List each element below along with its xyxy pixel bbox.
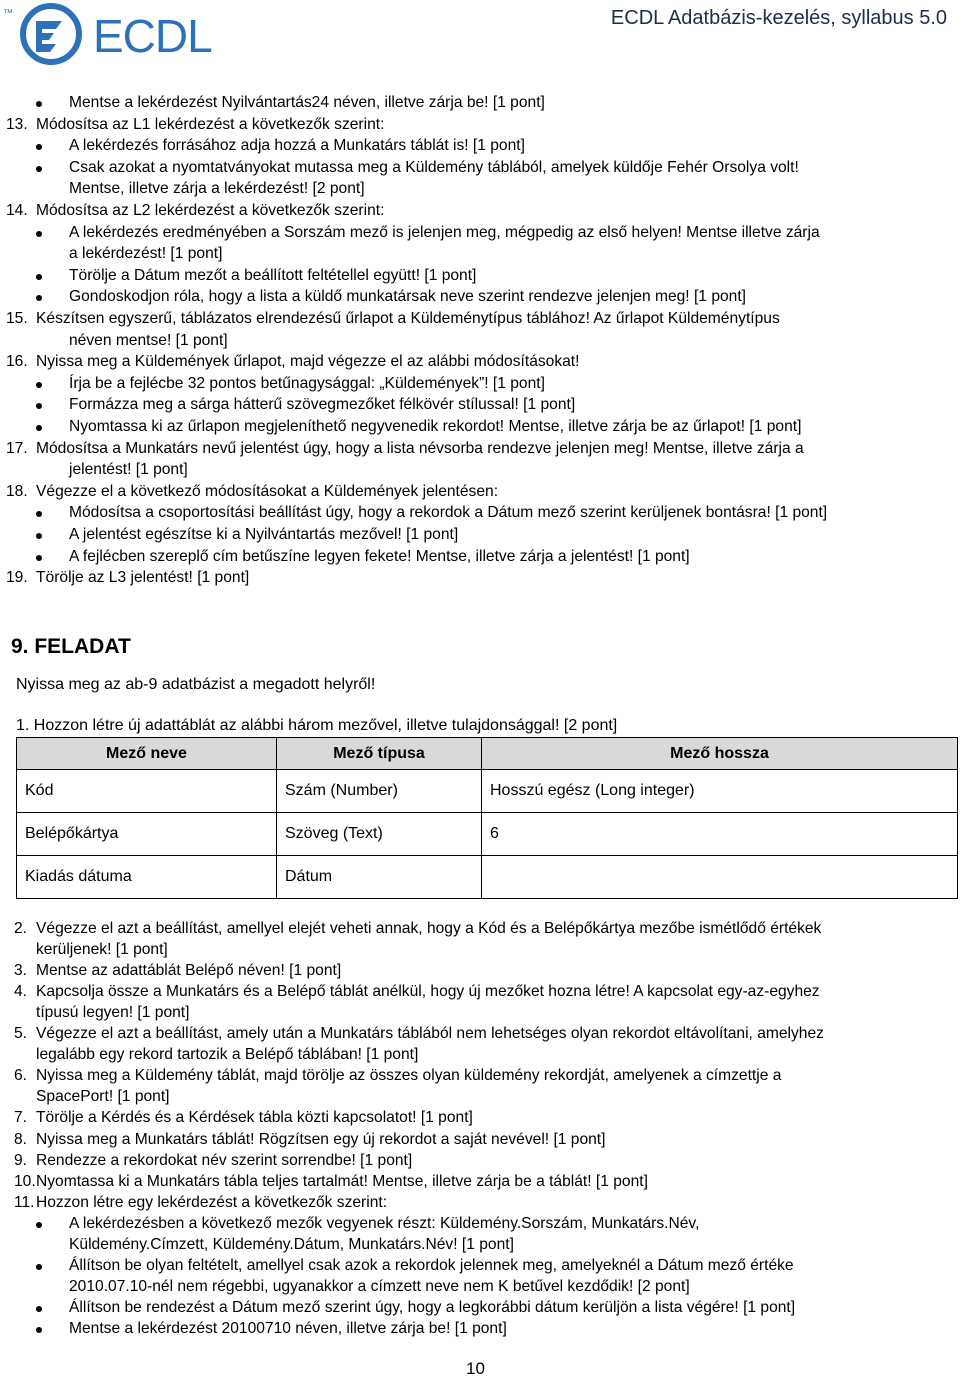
bullet-item-text: Állítson be rendezést a Dátum mező szerint úgy, hogy a legkorábbi dátum kerüljön a lista végére! [1 pont] — [69, 1298, 796, 1316]
item-number: 19. — [6, 569, 28, 587]
bullet-item-text: Formázza meg a sárga hátterű szövegmezőket félkövér stílussal! [1 pont] — [69, 396, 576, 414]
bullet-icon — [36, 533, 42, 539]
continuation-text: jelentést! [1 pont] — [69, 461, 188, 479]
bullet-item-text: Módosítsa a csoportosítási beállítást úgy, hogy a rekordok a Dátum mező szerint kerüljenek bontásra! [1 pont] — [69, 504, 828, 522]
bullet-icon — [36, 403, 42, 409]
header-title: ECDL Adatbázis-kezelés, syllabus 5.0 — [610, 7, 947, 29]
continuation-text: típusú legyen! [1 pont] — [36, 1004, 190, 1022]
numbered-item-text: Hozzon létre egy lekérdezést a következők szerint: — [36, 1193, 388, 1211]
task-1: 1. Hozzon létre új adattáblát az alábbi három mezővel, illetve tulajdonsággal! [2 pont] — [16, 717, 618, 734]
bullet-icon — [36, 166, 42, 172]
continuation-text: Mentse, illetve zárja a lekérdezést! [2 pont] — [69, 180, 365, 198]
continuation-text: kerüljenek! [1 pont] — [36, 941, 168, 959]
page-number: 10 — [466, 1359, 485, 1378]
ecdl-logo-icon — [14, 3, 88, 65]
item-number: 3. — [14, 962, 28, 980]
bullet-icon — [36, 1327, 42, 1333]
item-number: 11. — [14, 1193, 35, 1211]
table-header-row — [17, 738, 958, 770]
bullet-item-text: Mentse a lekérdezést 20100710 néven, illetve zárja be! [1 pont] — [69, 1319, 507, 1337]
bullet-item-text: Állítson be olyan feltételt, amellyel csak azok a rekordok jelennek meg, amelyeknél a Dátum mező értéke — [69, 1256, 794, 1274]
numbered-item-text: Módosítsa az L1 lekérdezést a következők szerint: — [36, 115, 385, 133]
section-title: 9. FELADAT — [11, 635, 131, 658]
table-cell: Hosszú egész (Long integer) — [482, 770, 958, 813]
bullet-icon — [36, 425, 42, 431]
bullet-icon — [36, 1306, 42, 1312]
bullet-icon — [36, 231, 42, 237]
continuation-text: Küldemény.Címzett, Küldemény.Dátum, Munkatárs.Név! [1 pont] — [69, 1235, 514, 1253]
bullet-item-text: A fejlécben szereplő cím betűszíne legyen fekete! Mentse, illetve zárja a jelentést! [1 pont] — [69, 547, 690, 565]
table-cell — [482, 856, 958, 899]
item-number: 13. — [6, 115, 28, 133]
item-number: 2. — [14, 920, 28, 937]
table-cell: Kiadás dátuma — [17, 856, 277, 899]
table-row — [17, 770, 958, 813]
item-number: 17. — [6, 439, 28, 457]
numbered-item-text: Nyissa meg a Küldemények űrlapot, majd végezze el az alábbi módosításokat! — [36, 353, 580, 371]
item-number: 8. — [14, 1130, 28, 1148]
numbered-item-text: Rendezze a rekordokat név szerint sorrendbe! [1 pont] — [36, 1151, 413, 1169]
numbered-item-text: Módosítsa az L2 lekérdezést a következők szerint: — [36, 202, 385, 219]
bullet-icon — [36, 382, 42, 388]
field-spec-table — [16, 737, 958, 899]
continuation-text: 2010.07.10-nél nem régebbi, ugyanakkor a címzett neve nem K betűvel kezdődik! [2 pont] — [69, 1277, 690, 1295]
page-header — [0, 0, 960, 70]
numbered-item-text: Végezze el a következő módosításokat a Küldemények jelentésen: — [36, 482, 499, 500]
item-number: 10. — [14, 1172, 36, 1190]
table-header-cell: Mező típusa — [277, 738, 482, 770]
bullet-item-text: A lekérdezés eredményében a Sorszám mező is jelenjen meg, mégpedig az első helyen! Mentse illetve zárja — [69, 223, 820, 241]
table-cell: Szöveg (Text) — [277, 813, 482, 856]
bullet-icon — [36, 1264, 42, 1270]
bullet-item-text: A lekérdezés forrásához adja hozzá a Munkatárs táblát is! [1 pont] — [69, 137, 525, 155]
numbered-item-text: Kapcsolja össze a Munkatárs és a Belépő táblát anélkül, hogy új mezőket hozna létre! A kapcsolat egy-az-egyhez — [36, 983, 820, 1001]
item-number: 15. — [6, 310, 28, 327]
bullet-item-text: Csak azokat a nyomtatványokat mutassa meg a Küldemény táblából, amelyek küldője Fehér Orsolya volt! — [69, 158, 799, 176]
table-header-cell: Mező neve — [17, 738, 277, 770]
numbered-item-text: Törölje a Kérdés és a Kérdések tábla közti kapcsolatot! [1 pont] — [36, 1109, 473, 1127]
numbered-item-text: Végezze el azt a beállítást, amely után a Munkatárs táblából nem lehetséges olyan rekordot eltávolítani, amelyhez — [36, 1025, 824, 1043]
item-number: 4. — [14, 983, 28, 1001]
table-cell: Dátum — [277, 856, 482, 899]
numbered-item-text: Módosítsa a Munkatárs nevű jelentést úgy, hogy a lista névsorba rendezve jelenjen meg! Mentse, illetve zárja a — [36, 439, 804, 457]
item-number: 5. — [14, 1025, 28, 1043]
bullet-icon — [36, 295, 42, 301]
table-cell: 6 — [482, 813, 958, 856]
bullet-icon — [36, 555, 42, 561]
bullet-item-text: Törölje a Dátum mezőt a beállított feltétellel együtt! [1 pont] — [69, 266, 477, 284]
bullet-item-text: Nyomtassa ki az űrlapon megjeleníthető negyvenedik rekordot! Mentse, illetve zárja be az űrlapot! [1 pont] — [69, 418, 802, 435]
continuation-text: legalább egy rekord tartozik a Belépő táblában! [1 pont] — [36, 1046, 419, 1064]
item-number: 9. — [14, 1151, 28, 1169]
numbered-item-text: Nyomtassa ki a Munkatárs tábla teljes tartalmát! Mentse, illetve zárja be a táblát! [1 pont] — [36, 1172, 648, 1190]
ecdl-logo-text: ECDL — [93, 10, 212, 62]
continuation-text: a lekérdezést! [1 pont] — [69, 245, 223, 263]
section-intro: Nyissa meg az ab-9 adatbázist a megadott helyről! — [16, 676, 376, 693]
table-row — [17, 856, 958, 899]
numbered-item-text: Törölje az L3 jelentést! [1 pont] — [36, 569, 250, 587]
item-number: 16. — [6, 353, 28, 371]
bullet-item-text: A lekérdezésben a következő mezők vegyenek részt: Küldemény.Sorszám, Munkatárs.Név, — [69, 1214, 700, 1232]
item-number: 6. — [14, 1067, 28, 1085]
bullet-item-text: Gondoskodjon róla, hogy a lista a küldő munkatársak neve szerint rendezve jelenjen meg! [1 pont] — [69, 288, 746, 306]
table-cell: Szám (Number) — [277, 770, 482, 813]
bullet-icon — [36, 1222, 42, 1228]
bullet-item-text: Írja be a fejlécbe 32 pontos betűnagysággal: „Küldemények”! [1 pont] — [69, 374, 545, 392]
numbered-item-text: Végezze el azt a beállítást, amellyel elejét veheti annak, hogy a Kód és a Belépőkártya mezőbe ismétlődő értékek — [36, 920, 822, 937]
numbered-item-text: Nyissa meg a Küldemény táblát, majd törölje az összes olyan küldemény rekordját, amelyenek a címzettje a — [36, 1067, 782, 1085]
bullet-icon — [36, 101, 42, 107]
table-row — [17, 813, 958, 856]
table-header-cell: Mező hossza — [482, 738, 958, 770]
item-number: 18. — [6, 482, 28, 500]
continuation-text: néven mentse! [1 pont] — [69, 331, 228, 349]
bullet-icon — [36, 144, 42, 150]
numbered-item-text: Nyissa meg a Munkatárs táblát! Rögzítsen egy új rekordot a saját nevével! [1 pont] — [36, 1130, 606, 1148]
continuation-text: SpacePort! [1 pont] — [36, 1088, 170, 1106]
table-cell: Kód — [17, 770, 277, 813]
bullet-item-text: Mentse a lekérdezést Nyilvántartás24 néven, illetve zárja be! [1 pont] — [69, 94, 545, 111]
bullet-item-text: A jelentést egészítse ki a Nyilvántartás mezővel! [1 pont] — [69, 526, 459, 543]
numbered-item-text: Mentse az adattáblát Belépő néven! [1 pont] — [36, 962, 342, 980]
trademark-symbol: ™ — [3, 8, 13, 19]
item-number: 14. — [6, 202, 28, 219]
numbered-item-text: Készítsen egyszerű, táblázatos elrendezésű űrlapot a Küldeménytípus táblához! Az űrlapot Küldeménytípus — [36, 310, 780, 327]
bullet-icon — [36, 274, 42, 280]
table-cell: Belépőkártya — [17, 813, 277, 856]
item-number: 7. — [14, 1109, 28, 1127]
bullet-icon — [36, 511, 42, 517]
